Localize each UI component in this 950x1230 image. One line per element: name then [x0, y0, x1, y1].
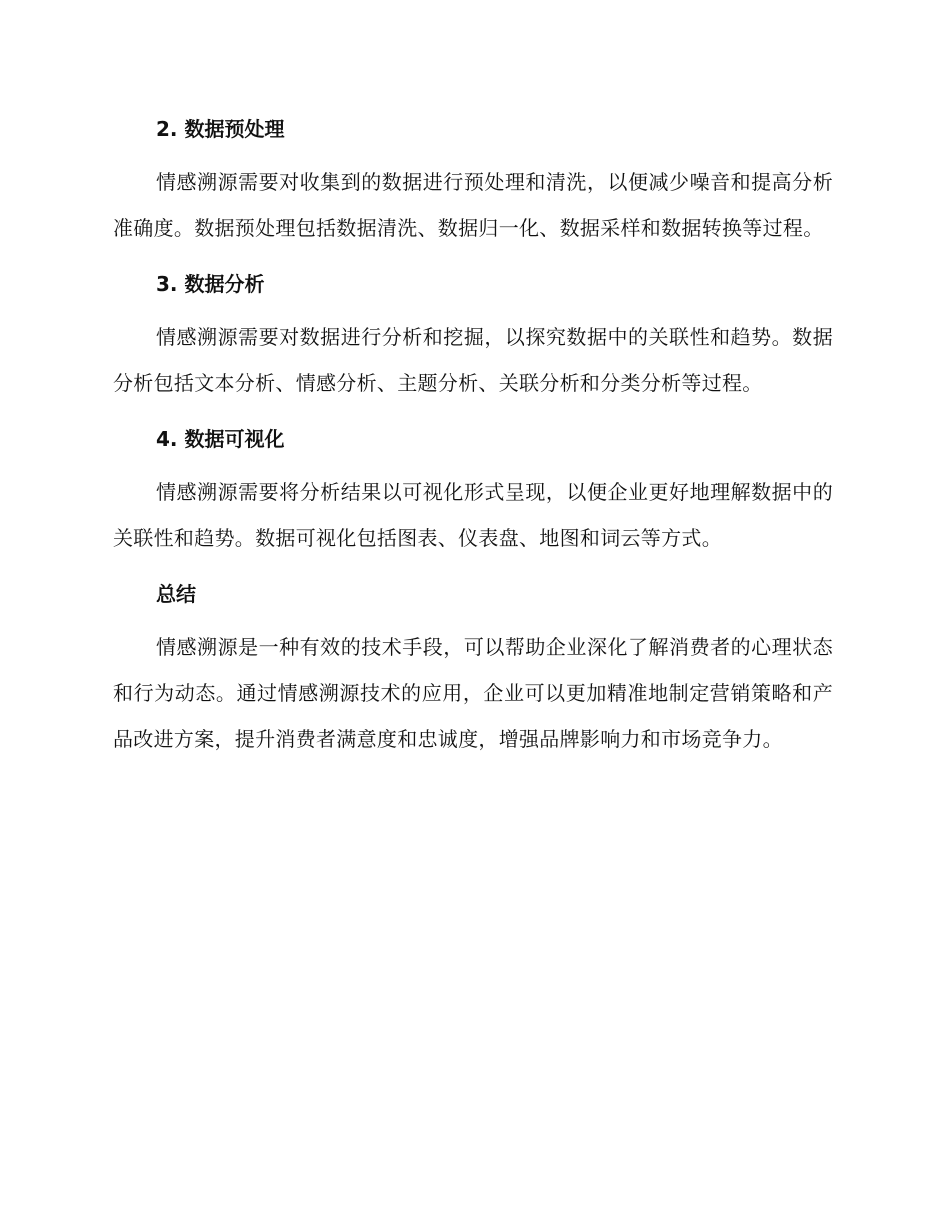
section-heading-analysis: 3. 数据分析 — [156, 272, 265, 296]
section-body-preprocessing: 情感溯源需要对收集到的数据进行预处理和清洗，以便减少噪音和提高分析准确度。数据预处理包括数据清洗、数据归一化、数据采样和数据转换等过程。 — [113, 170, 833, 240]
section-heading-visualization: 4. 数据可视化 — [156, 427, 285, 451]
document-body — [113, 112, 833, 762]
section-heading-summary: 总结 — [156, 582, 196, 606]
section-body-summary: 情感溯源是一种有效的技术手段，可以帮助企业深化了解消费者的心理状态和行为动态。通过情感溯源技术的应用，企业可以更加精准地制定营销策略和产品改进方案，提升消费者满意度和忠诚度，增强品牌影响力和市场竞争力。 — [113, 635, 833, 751]
section-body-visualization: 情感溯源需要将分析结果以可视化形式呈现，以便企业更好地理解数据中的关联性和趋势。数据可视化包括图表、仪表盘、地图和词云等方式。 — [113, 480, 833, 550]
section-body-analysis: 情感溯源需要对数据进行分析和挖掘，以探究数据中的关联性和趋势。数据分析包括文本分析、情感分析、主题分析、关联分析和分类分析等过程。 — [113, 325, 833, 395]
section-heading-preprocessing: 2. 数据预处理 — [156, 117, 285, 141]
